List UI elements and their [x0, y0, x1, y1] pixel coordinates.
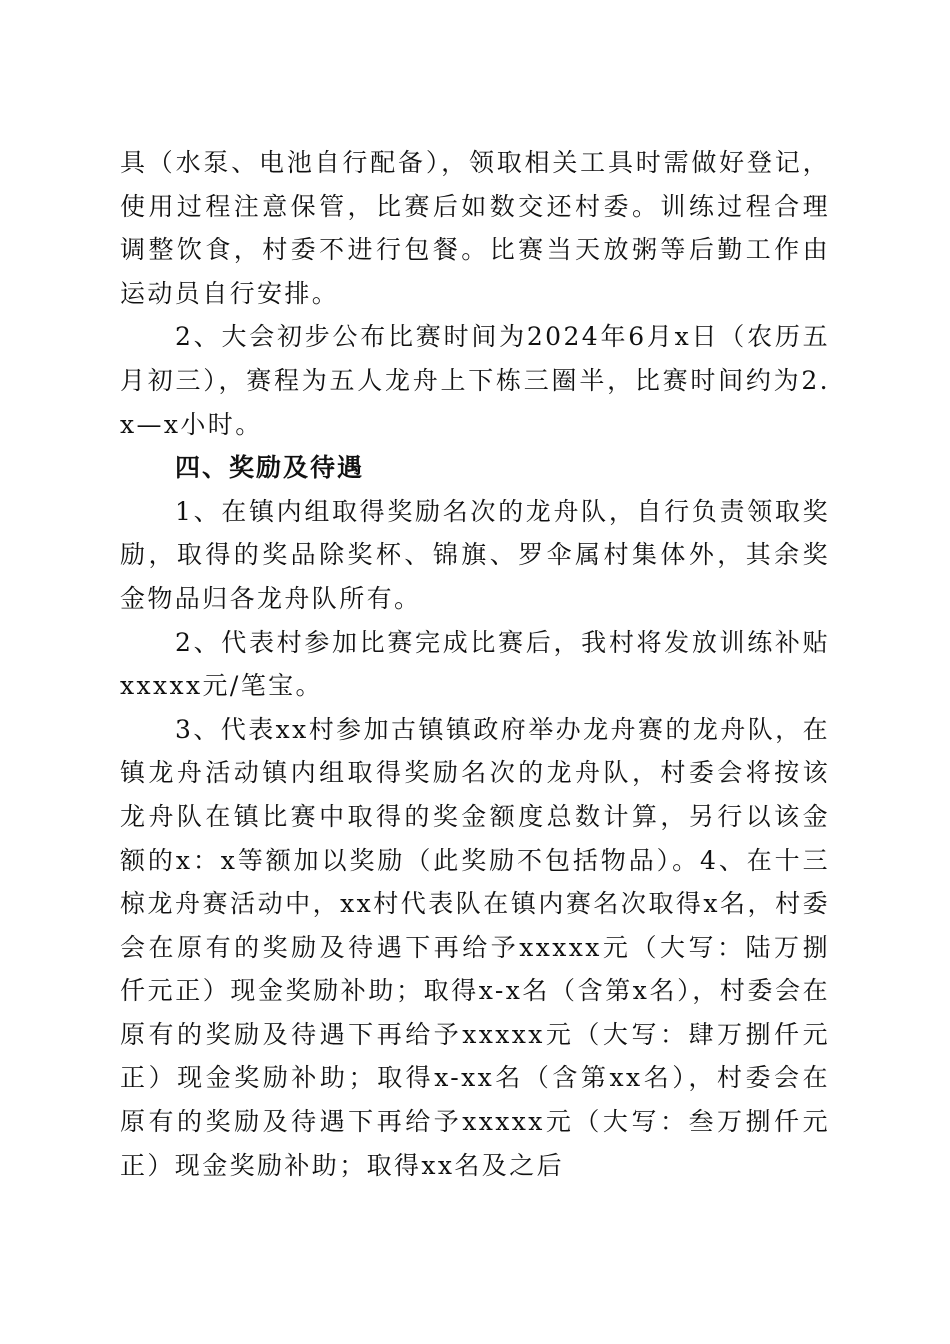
document-body: [120, 141, 830, 1187]
paragraph-training-subsidy: 2、代表村参加比赛完成比赛后，我村将发放训练补贴xxxxx元/笔宝。: [120, 627, 830, 701]
paragraph-reward-collection: 1、在镇内组取得奖励名次的龙舟队，自行负责领取奖励，取得的奖品除奖杯、锦旗、罗伞属村集体外，其余奖金物品归各龙舟队所有。: [120, 496, 830, 613]
paragraph-race-schedule: 2、大会初步公布比赛时间为2024年6月x日（农历五月初三），赛程为五人龙舟上下栋三圈半，比赛时间约为2.x—x小时。: [120, 322, 830, 439]
section-heading-rewards: 四、奖励及待遇: [175, 453, 365, 483]
paragraph-tools-and-logistics: 具（水泵、电池自行配备），领取相关工具时需做好登记，使用过程注意保管，比赛后如数交还村委。训练过程合理调整饮食，村委不进行包餐。比赛当天放粥等后勤工作由运动员自行安排。: [120, 148, 830, 308]
paragraph-bonus-rewards: 3、代表xx村参加古镇镇政府举办龙舟赛的龙舟队，在镇龙舟活动镇内组取得奖励名次的龙舟队，村委会将按该龙舟队在镇比赛中取得的奖金额度总数计算，另行以该金额的x：x等额加以奖励（此奖励不包括物品）。4、在十三椋龙舟赛活动中，xx村代表队在镇内赛名次取得x名，村委会在原有的奖励及待遇下再给予xxxxx元（大写：陆万捌仟元正）现金奖励补助；取得x-x名（含第x名），村委会在原有的奖励及待遇下再给予xxxxx元（大写：肆万捌仟元正）现金奖励补助；取得x-xx名（含第xx名），村委会在原有的奖励及待遇下再给予xxxxx元（大写：叁万捌仟元正）现金奖励补助；取得xx名及之后: [120, 714, 830, 1180]
